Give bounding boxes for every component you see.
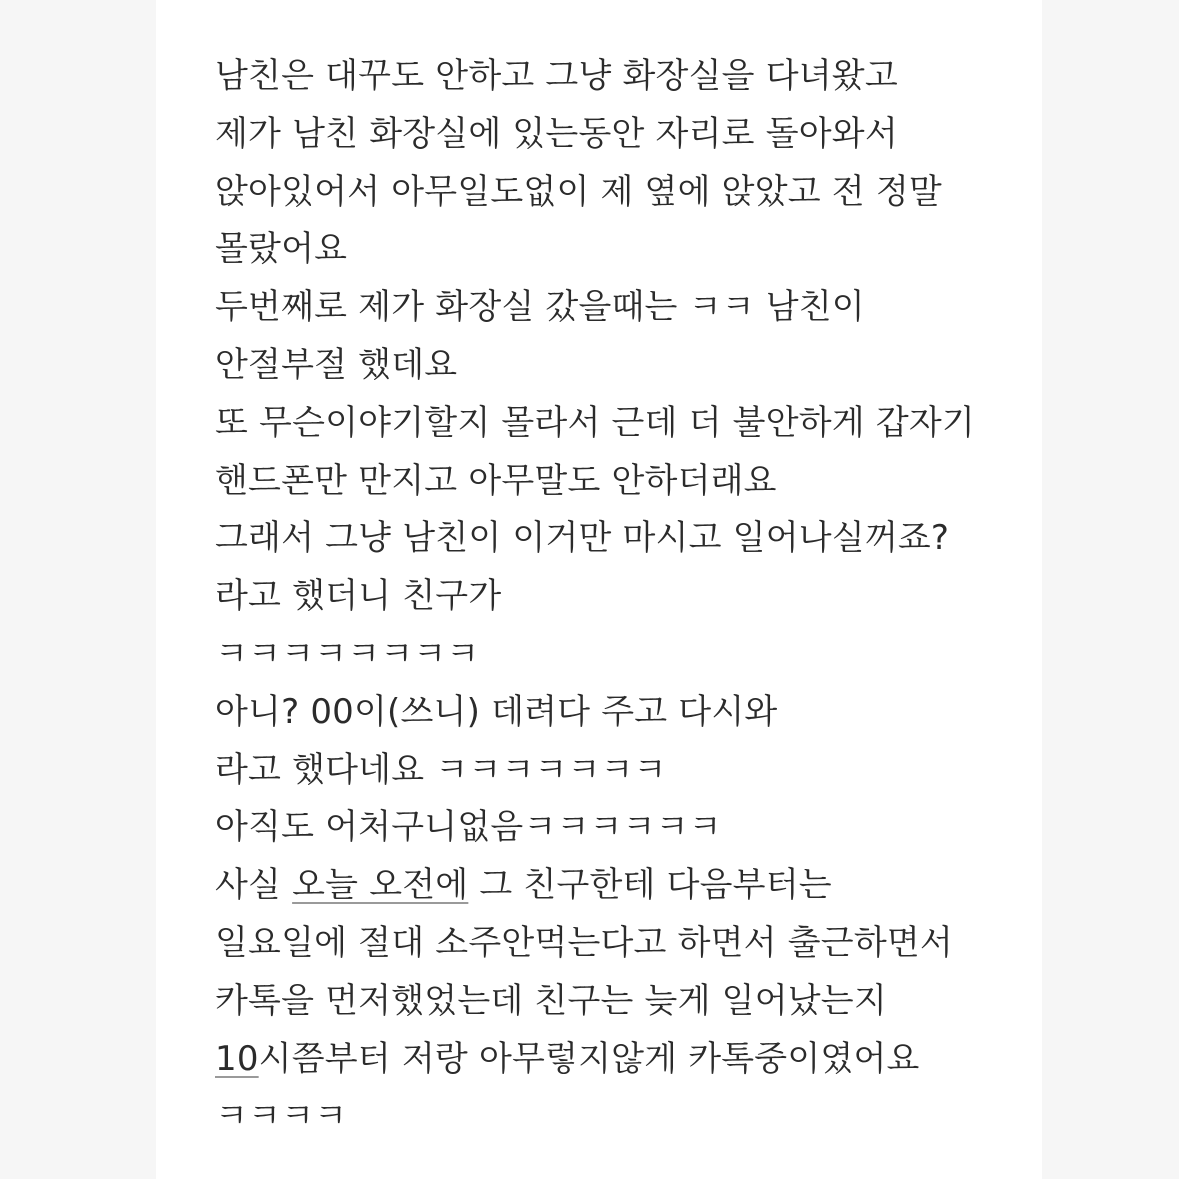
text-line — [215, 626, 1115, 684]
text-segment: 핸드폰만 만지고 아무말도 안하더래요 — [215, 460, 777, 501]
text-line — [215, 742, 1115, 800]
text-line — [215, 395, 1115, 453]
text-segment: ㅋㅋㅋㅋ — [215, 1096, 348, 1137]
text-line — [215, 684, 1115, 742]
text-line — [215, 510, 1115, 568]
text-line — [215, 1031, 1115, 1089]
text-segment: 또 무슨이야기할지 몰라서 근데 더 불안하게 갑자기 — [215, 402, 975, 443]
text-line — [215, 1088, 1115, 1146]
text-line — [215, 568, 1115, 626]
text-block — [215, 48, 1115, 1146]
text-line — [215, 857, 1115, 915]
text-line — [215, 279, 1115, 337]
text-segment: 두번째로 제가 화장실 갔을때는 ㅋㅋ 남친이 — [215, 287, 865, 328]
text-line — [215, 164, 1115, 222]
text-line — [215, 453, 1115, 511]
text-line — [215, 48, 1115, 106]
text-line — [215, 337, 1115, 395]
text-segment: 일요일에 절대 소주안먹는다고 하면서 출근하면서 — [215, 922, 953, 963]
underlined-text: 오늘 오전에 — [292, 865, 469, 906]
text-segment: 아니? 00이(쓰니) 데려다 주고 다시와 — [215, 691, 778, 732]
text-line — [215, 221, 1115, 279]
text-segment: 라고 했더니 친구가 — [215, 576, 502, 617]
text-line — [215, 106, 1115, 164]
text-segment: 라고 했다네요 ㅋㅋㅋㅋㅋㅋㅋ — [215, 749, 667, 790]
text-segment: 그래서 그냥 남친이 이거만 마시고 일어나실꺼죠? — [215, 518, 950, 559]
text-line — [215, 915, 1115, 973]
text-segment: ㅋㅋㅋㅋㅋㅋㅋㅋ — [215, 633, 480, 674]
text-segment: 사실 — [215, 865, 293, 906]
text-segment: 카톡을 먼저했었는데 친구는 늦게 일어났는지 — [215, 980, 887, 1021]
text-segment: 시쯤부터 저랑 아무렇지않게 카톡중이였어요 — [258, 1038, 920, 1079]
text-segment: 아직도 어처구니없음ㅋㅋㅋㅋㅋㅋ — [215, 807, 722, 848]
text-segment: 제가 남친 화장실에 있는동안 자리로 돌아와서 — [215, 113, 898, 154]
text-segment: 남친은 대꾸도 안하고 그냥 화장실을 다녀왔고 — [215, 56, 898, 96]
text-segment: 안절부절 했데요 — [215, 344, 458, 385]
text-segment: 그 친구한테 다음부터는 — [468, 865, 832, 906]
text-line — [215, 973, 1115, 1031]
text-line — [215, 799, 1115, 857]
underlined-text: 10 — [215, 1038, 259, 1079]
text-segment: 몰랐어요 — [215, 229, 348, 270]
text-segment: 앉아있어서 아무일도없이 제 옆에 앉았고 전 정말 — [215, 171, 942, 212]
